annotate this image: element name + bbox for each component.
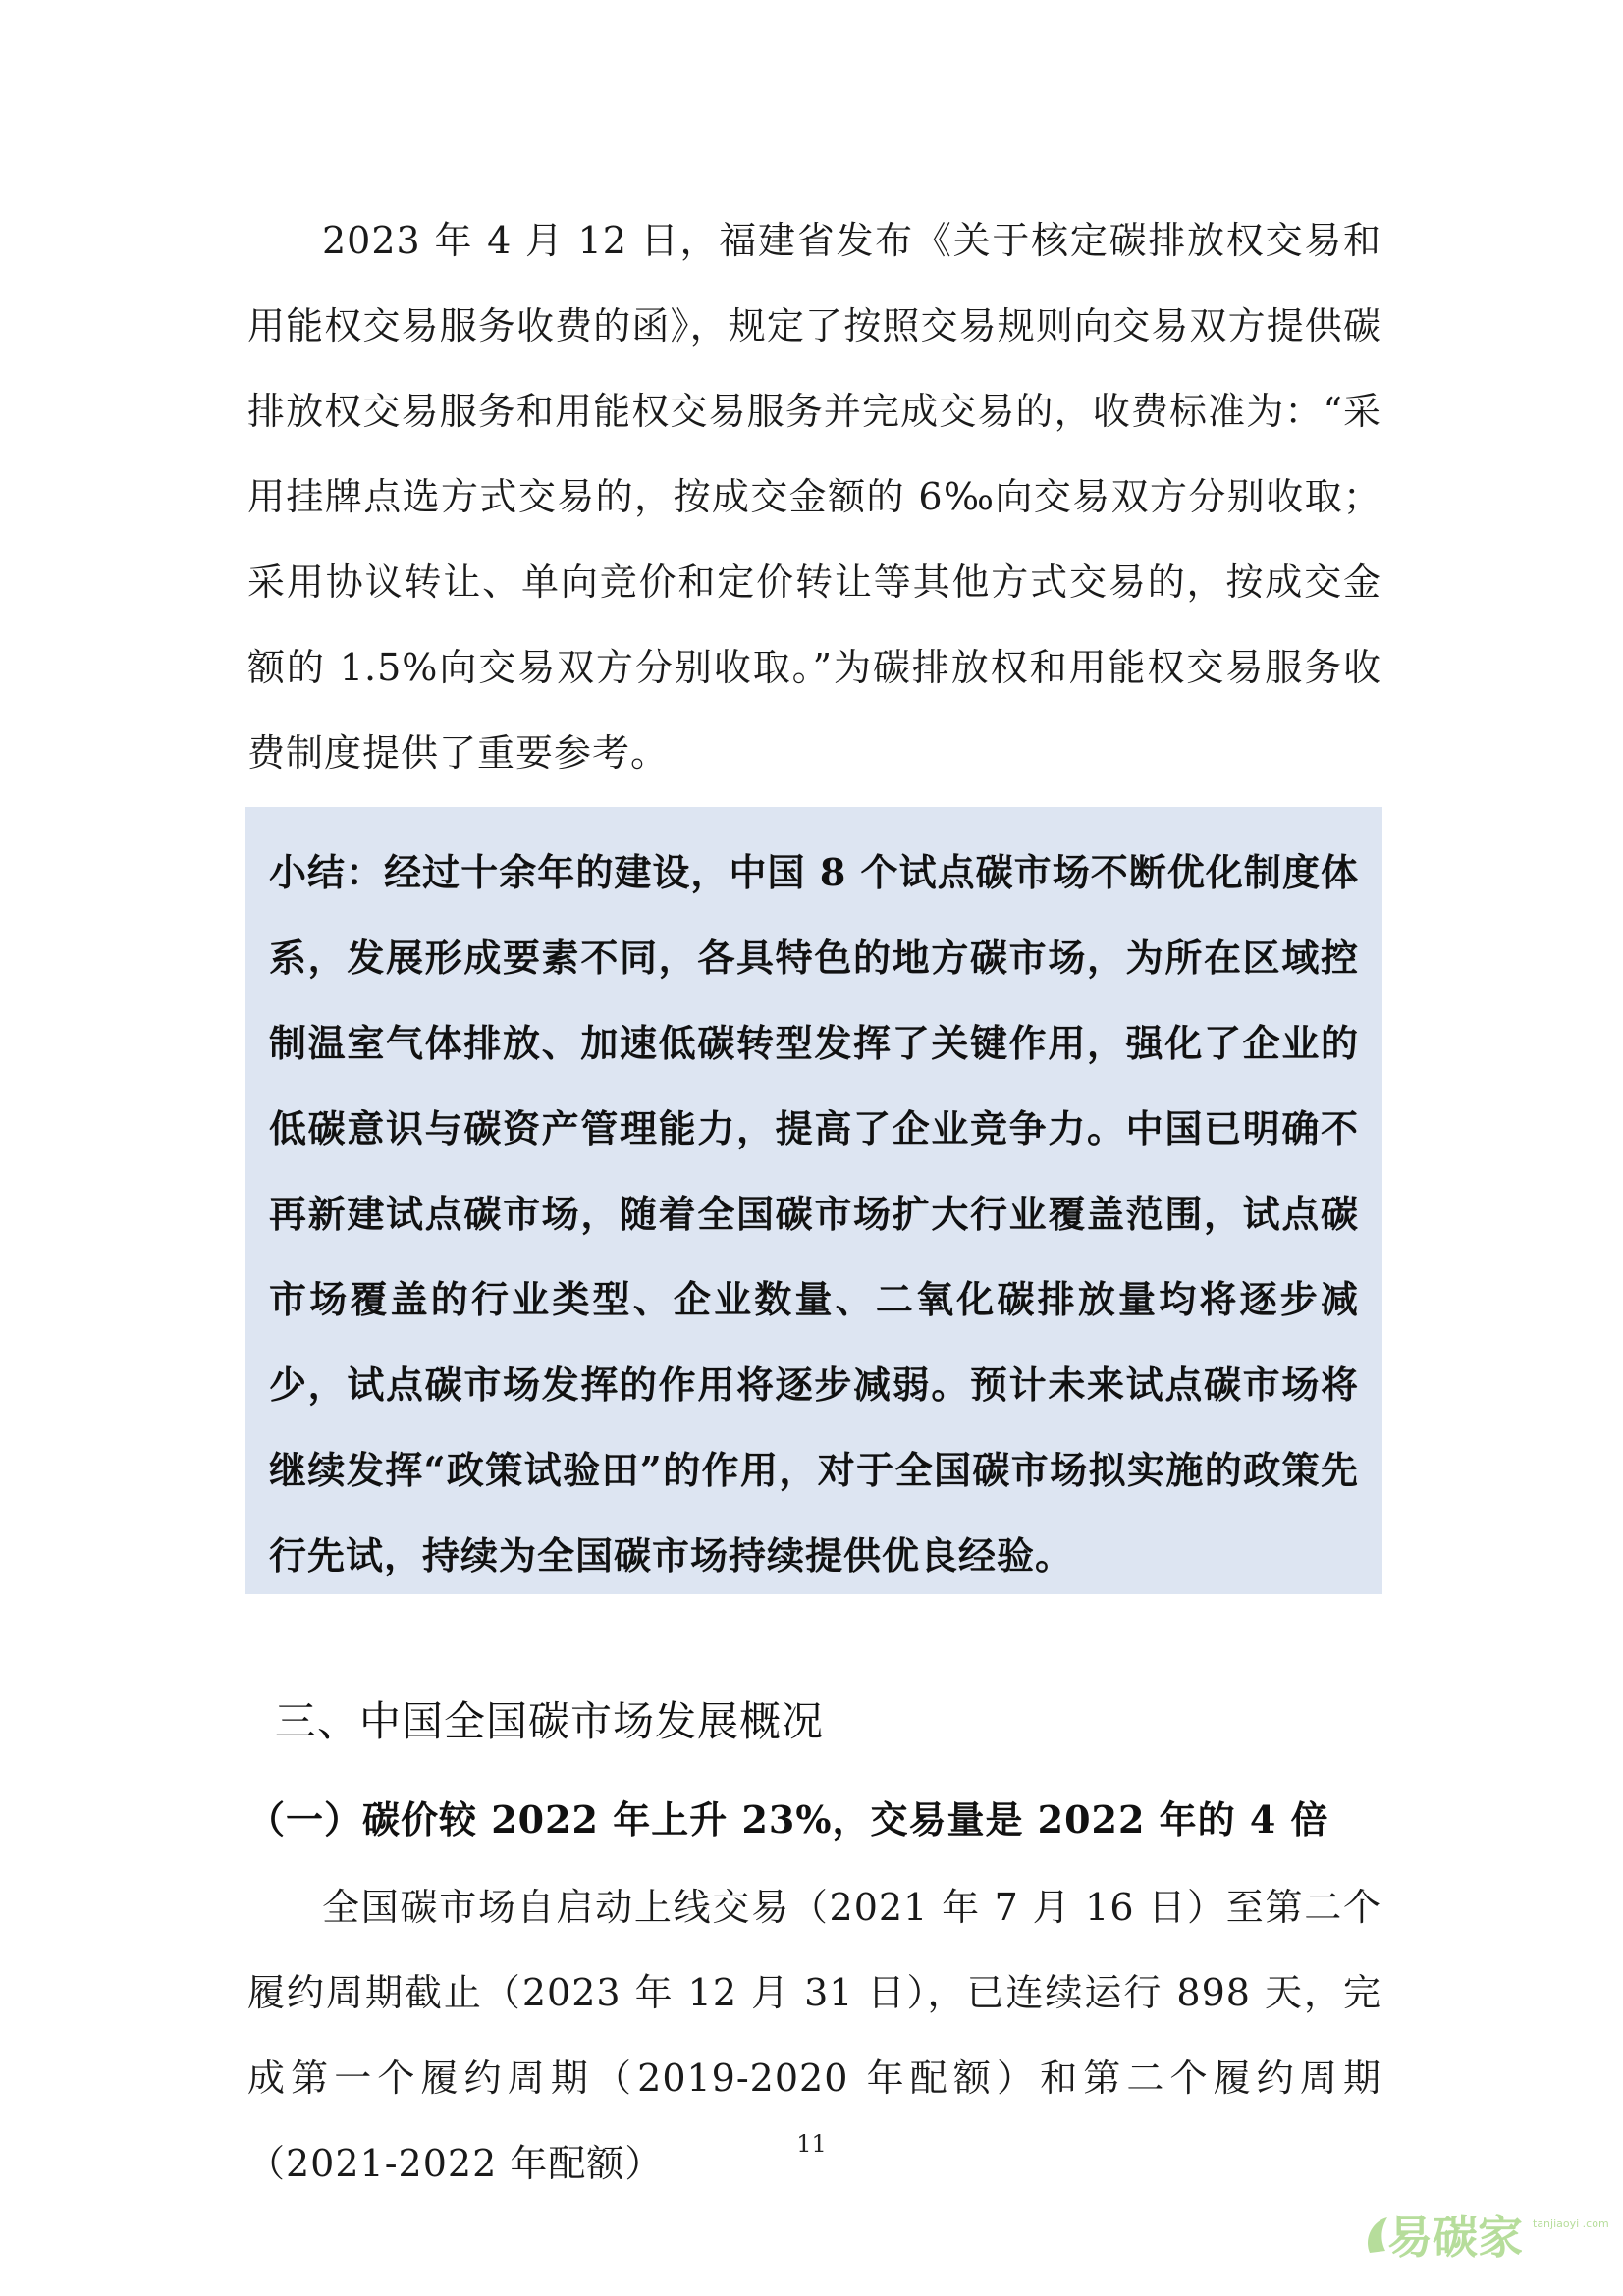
sub-heading: （一）碳价较 2022 年上升 23%，交易量是 2022 年的 4 倍 [247, 1797, 1329, 1842]
watermark-logo-icon [1358, 2196, 1609, 2274]
section-heading: 三、中国全国碳市场发展概况 [275, 1697, 825, 1745]
page-number: 11 [796, 2130, 827, 2158]
body-paragraph-national-market: 全国碳市场自启动上线交易（2021 年 7 月 16 日）至第二个履约周期截止（2023 年 12 月 31 日），已连续运行 898 天，完成第一个履约周期（2019-2020 年配额）和第二个履约周期（2021-2022 年配额） [247, 1886, 1381, 2185]
body-paragraph-fujian-fee: 2023 年 4 月 12 日，福建省发布《关于核定碳排放权交易和用能权交易服务收费的函》，规定了按照交易规则向交易双方提供碳排放权交易服务和用能权交易服务并完成交易的，收费标准为：“采用挂牌点选方式交易的，按成交金额的 6‰向交易双方分别收取；采用协议转让、单向竞价和定价转让等其他方式交易的，按成交金额的 1.5%向交易双方分别收取。”为碳排放权和用能权交易服务收费制度提供了重要参考。 [247, 219, 1381, 774]
watermark-domain-text: tanjiaoyi .com [1533, 2217, 1609, 2230]
watermark-brand-text: 易碳家 [1387, 2211, 1523, 2264]
watermark-logo [1358, 2196, 1609, 2274]
summary-text: 小结：经过十余年的建设，中国 8 个试点碳市场不断优化制度体系，发展形成要素不同，各具特色的地方碳市场，为所在区域控制温室气体排放、加速低碳转型发挥了关键作用，强化了企业的低碳意识与碳资产管理能力，提高了企业竞争力。中国已明确不再新建试点碳市场，随着全国碳市场扩大行业覆盖范围，试点碳市场覆盖的行业类型、企业数量、二氧化碳排放量均将逐步减少，试点碳市场发挥的作用将逐步减弱。预计未来试点碳市场将继续发挥“政策试验田”的作用，对于全国碳市场拟实施的政策先行先试，持续为全国碳市场持续提供优良经验。 [269, 850, 1359, 1577]
summary-box [245, 807, 1382, 1594]
